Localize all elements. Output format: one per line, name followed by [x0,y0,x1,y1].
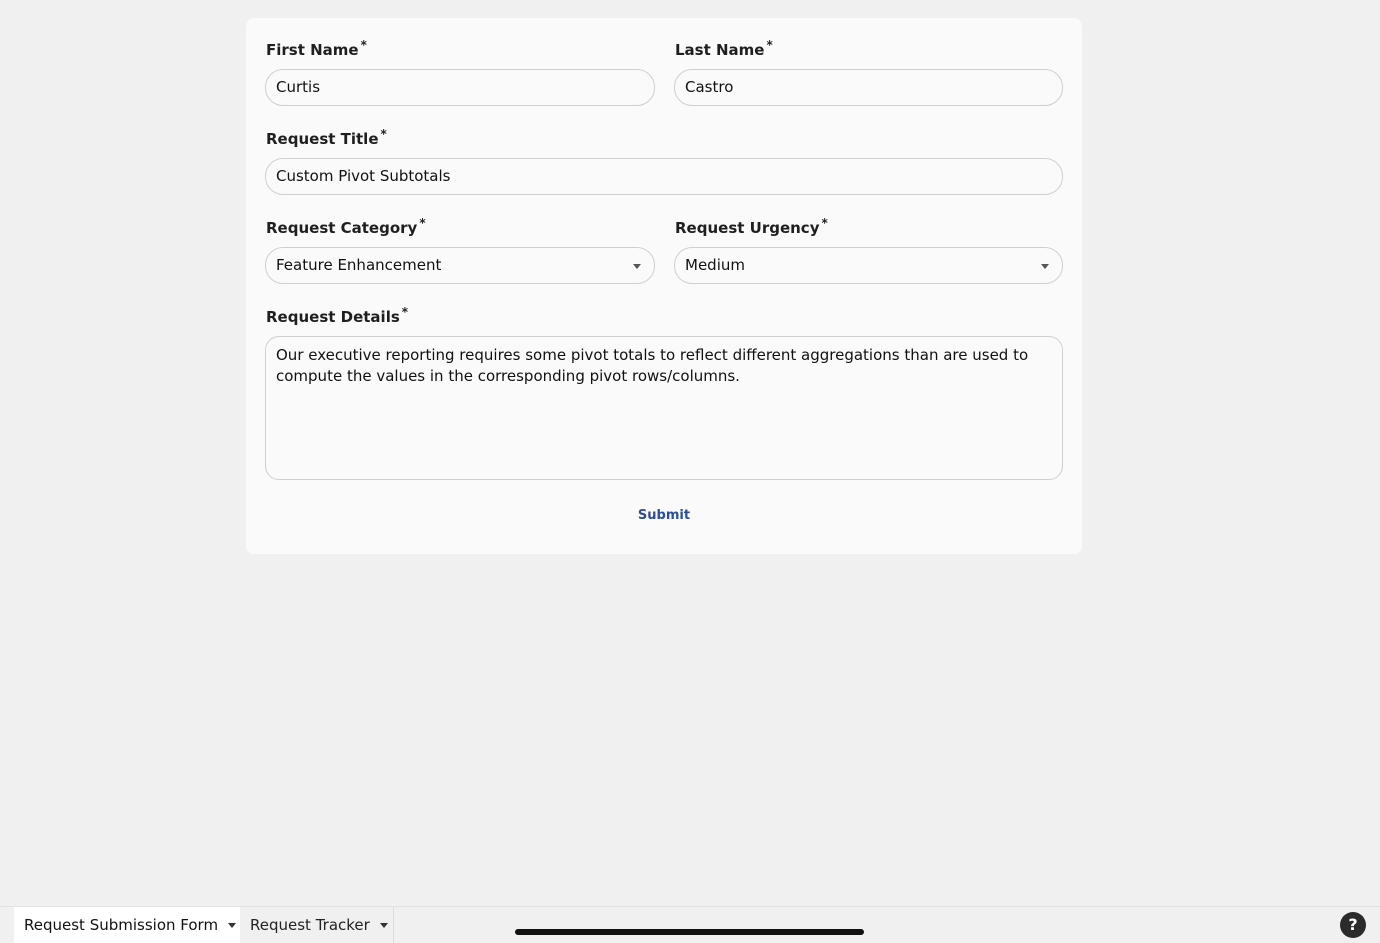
required-marker: * [821,216,828,230]
required-marker: * [380,127,387,141]
request-urgency-label-text: Request Urgency [675,219,820,237]
last-name-label-text: Last Name [675,41,765,59]
request-details-label-text: Request Details [266,308,400,326]
chevron-down-icon [633,264,641,269]
tab-label: Request Submission Form [24,916,219,934]
required-marker: * [401,305,409,319]
first-name-value: Curtis [276,78,321,96]
request-form-card [246,18,1082,554]
last-name-input[interactable] [674,69,1063,106]
request-category-label [266,216,426,237]
request-category-value: Feature Enhancement [276,256,442,274]
request-urgency-value: Medium [685,256,745,274]
home-indicator [515,929,864,935]
request-urgency-label [675,216,828,237]
tab-request-tracker[interactable] [240,907,394,943]
request-title-label [266,127,387,148]
request-category-select[interactable] [265,247,655,284]
chevron-down-icon[interactable] [228,923,236,928]
last-name-label [675,38,773,59]
request-title-value: Custom Pivot Subtotals [276,167,451,185]
submit-button[interactable]: Submit [637,508,691,523]
help-icon[interactable]: ? [1340,912,1366,938]
chevron-down-icon[interactable] [380,923,388,928]
required-marker: * [766,38,773,52]
request-urgency-select[interactable] [674,247,1063,284]
request-category-label-text: Request Category [266,219,418,237]
required-marker: * [360,38,367,52]
tab-request-submission-form[interactable] [14,907,240,943]
request-details-value: Our executive reporting requires some pivot totals to reflect different aggregations than are used to compute the values in the corresponding pivot rows/columns. [276,346,1029,385]
required-marker: * [419,216,426,230]
request-details-textarea[interactable] [265,336,1063,480]
tab-label: Request Tracker [250,916,370,934]
request-title-label-text: Request Title [266,130,379,148]
chevron-down-icon [1041,264,1049,269]
first-name-label-text: First Name [266,41,359,59]
first-name-label [266,38,367,59]
last-name-value: Castro [685,78,734,96]
sheet-tab-bar [0,906,1380,943]
request-details-label [266,305,409,326]
first-name-input[interactable] [265,69,655,106]
request-title-input[interactable] [265,158,1063,195]
